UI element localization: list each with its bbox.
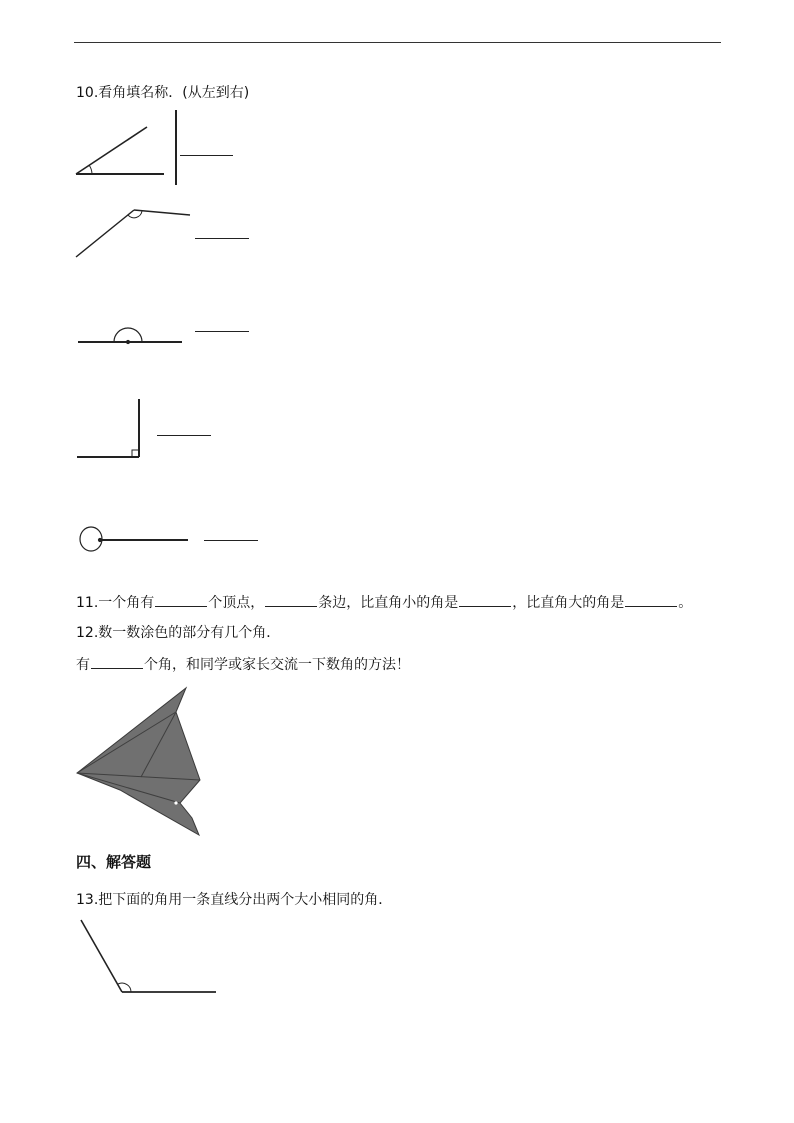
question-13-number: 13. bbox=[76, 892, 99, 908]
question-10-text: 看角填名称．(从左到右) bbox=[98, 85, 250, 101]
question-10-number: 10. bbox=[76, 85, 99, 101]
question-11-text-a: 一个角有 bbox=[98, 595, 155, 611]
question-11-text-b: 个顶点， bbox=[208, 595, 265, 611]
question-12-line2-b: 个角，和同学或家长交流一下数角的方法！ bbox=[144, 657, 410, 673]
question-13-text: 把下面的角用一条直线分出两个大小相同的角． bbox=[98, 892, 393, 908]
section-heading: 四、解答题 bbox=[76, 853, 152, 871]
question-11-text-c: 条边，比直角小的角是 bbox=[318, 595, 459, 611]
question-11-text-d: ，比直角大的角是 bbox=[512, 595, 625, 611]
question-12-line2-a: 有 bbox=[76, 657, 90, 673]
question-11-number: 11. bbox=[76, 595, 99, 611]
question-11-text-e: 。 bbox=[678, 595, 693, 611]
question-12-number: 12. bbox=[76, 625, 99, 641]
question-12-text: 数一数涂色的部分有几个角． bbox=[98, 625, 281, 641]
